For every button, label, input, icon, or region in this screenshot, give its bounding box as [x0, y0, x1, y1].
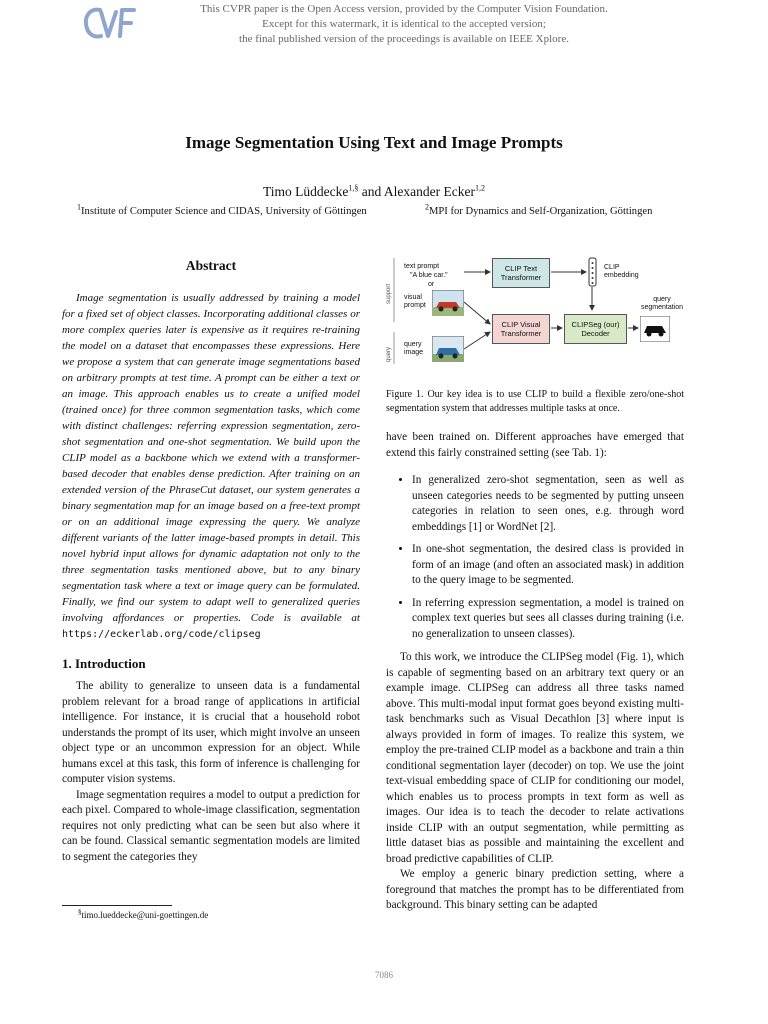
- clip-text-transformer-box: CLIP Text Transformer: [492, 258, 550, 288]
- query-image-label: query image: [404, 341, 424, 356]
- affiliation-1: [77, 202, 367, 217]
- list-item: • In generalized zero-shot segmentation, seen as well as unseen categories needs to be segmented by putting unseen categories in relation to seen ones, e.g. through word embeddings [1] or WordNet [2].: [412, 473, 684, 535]
- code-url-link[interactable]: https://eckerlab.org/code/clipseg: [62, 629, 261, 640]
- right-continuation-paragraph: have been trained on. Different approaches have emerged that extend this fairly constrained setting (see Tab. 1):: [386, 431, 684, 459]
- right-column: [386, 252, 684, 914]
- binary-setting-paragraph: We employ a generic binary prediction setting, where a foreground that matches the prompt has to be differentiated from background. This binary setting can be adapted: [386, 868, 684, 911]
- watermark-line-3: the final published version of the proceedings is available on IEEE Xplore.: [239, 33, 569, 45]
- approaches-list: [386, 473, 684, 642]
- affiliation-2: [425, 202, 653, 217]
- watermark-line-1: This CVPR paper is the Open Access version, provided by the Computer Vision Foundation.: [200, 3, 608, 15]
- figure-1-diagram: [386, 252, 684, 384]
- page-number: 7086: [375, 970, 393, 980]
- clipseg-decoder-box: CLIPSeg (our) Decoder: [564, 314, 627, 344]
- author-2-sup: 1,2: [474, 183, 485, 193]
- footnote-email: timo.lueddecke@uni-goettingen.de: [81, 910, 209, 920]
- affiliation-2-sup: 2: [425, 202, 429, 212]
- figure-1-caption: Figure 1. Our key idea is to use CLIP to build a flexible zero/one-shot segmentation system that addresses multiple tasks at once.: [386, 389, 684, 414]
- introduction-heading: 1. Introduction: [62, 656, 146, 671]
- query-segmentation-label: query segmentation: [640, 296, 684, 311]
- clip-embedding-label: CLIP embedding: [604, 264, 639, 279]
- affiliation-1-sup: 1: [77, 202, 81, 212]
- query-image: [432, 336, 464, 362]
- cvpr-watermark: [140, 2, 668, 47]
- footnote-rule: [62, 905, 172, 906]
- abstract-text: Image segmentation is usually addressed by training a model for a fixed set of object classes. Incorporating additional classes or more complex queries later is expensive as it requires re-training the model on a dataset that encompasses these expressions. Here we propose a system that can generate image segmentations based on arbitrary prompts at test time. A prompt can be either a text or an image. This approach enables us to create a unified model (trained once) for three common segmentation tasks, which come with distinct challenges: referring expression segmentation, zero-shot segmentation and one-shot segmentation. We build upon the CLIP model as a backbone which we extend with a transformer-based decoder that enables dense prediction. After training on an extended version of the PhraseCut dataset, our system generates a binary segmentation map for an image based on a free-text prompt or on an additional image expressing the query. We analyze different variants of the latter image-based prompts in detail. This novel hybrid input allows for dynamic adaptation not only to the three segmentation tasks mentioned above, but to any binary segmentation task where a text or image query can be formulated. Finally, we find our system to adapt well to generalized queries involving affordances or properties. Code is available at: [62, 292, 360, 624]
- clip-visual-transformer-box: CLIP Visual Transformer: [492, 314, 550, 344]
- clipseg-intro-paragraph: To this work, we introduce the CLIPSeg model (Fig. 1), which is capable of segmenting based on an arbitrary text query or an example image. CLIPSeg can address all three tasks named above. This multi-modal input format goes beyond existing multi-task benchmarks such as Visual Decathlon [3] where input is always provided in form of images. To realize this system, we employ the pre-trained CLIP model as a backbone and train a thin conditional segmentation layer (decoder) on top. We use the joint text-visual embedding space of CLIP for conditioning our model, which enables us to process prompts in text form as well as images. Our idea is to teach the decoder to relate activations inside CLIP with an output segmentation, while permitting as little dataset bias as possible and maintaining the excellent and broad predictive capabilities of CLIP.: [386, 651, 684, 865]
- intro-paragraph-1: The ability to generalize to unseen data is a fundamental problem relevant for a broad range of applications in artificial intelligence. For instance, it is crucial that a household robot understands the prompt of its user, which might involve an unseen object type or an uncommon expression for an object. While humans excel at this task, this form of inference is challenging for computer vision systems.: [62, 680, 360, 785]
- footnote-sup: §: [78, 908, 82, 916]
- author-line: [0, 184, 748, 200]
- watermark-line-2: Except for this watermark, it is identical to the accepted version;: [262, 18, 546, 30]
- author-conjunction: and: [358, 184, 384, 199]
- intro-paragraph-2: Image segmentation requires a model to output a prediction for each pixel. Compared to whole-image classification, segmentation requires not only predicting what can be seen but also where it can be found. Classical semantic segmentation models are limited to segment the categories they: [62, 788, 360, 863]
- author-1-sup: 1,§: [348, 183, 359, 193]
- left-column: [62, 252, 360, 865]
- cvf-logo: [82, 4, 138, 44]
- visual-prompt-image: [432, 290, 464, 316]
- segmentation-output-image: [640, 316, 670, 342]
- list-item: • In referring expression segmentation, a model is trained on complex text queries but sees all classes during training (i.e. no generalization to unseen classes).: [412, 596, 684, 643]
- footnote: [78, 908, 208, 920]
- affiliation-2-text: MPI for Dynamics and Self-Organization, Göttingen: [429, 206, 653, 217]
- abstract-heading: Abstract: [185, 258, 237, 273]
- text-prompt-label: text prompt: [404, 263, 440, 270]
- affiliation-1-text: Institute of Computer Science and CIDAS, University of Göttingen: [81, 206, 367, 217]
- list-item: • In one-shot segmentation, the desired class is provided in form of an image (and often an associated mask) in addition to the query image to be segmented.: [412, 542, 684, 589]
- query-side-label: query: [386, 346, 392, 362]
- text-prompt-quote: "A blue car.": [410, 272, 448, 279]
- abstract-body: [62, 290, 360, 643]
- or-label: or: [428, 281, 435, 288]
- paper-title: Image Segmentation Using Text and Image Prompts: [185, 133, 563, 152]
- author-1: Timo Lüddecke: [263, 184, 349, 199]
- support-side-label: support: [386, 283, 392, 304]
- visual-prompt-label: visual prompt: [404, 294, 426, 309]
- author-2: Alexander Ecker: [383, 184, 475, 199]
